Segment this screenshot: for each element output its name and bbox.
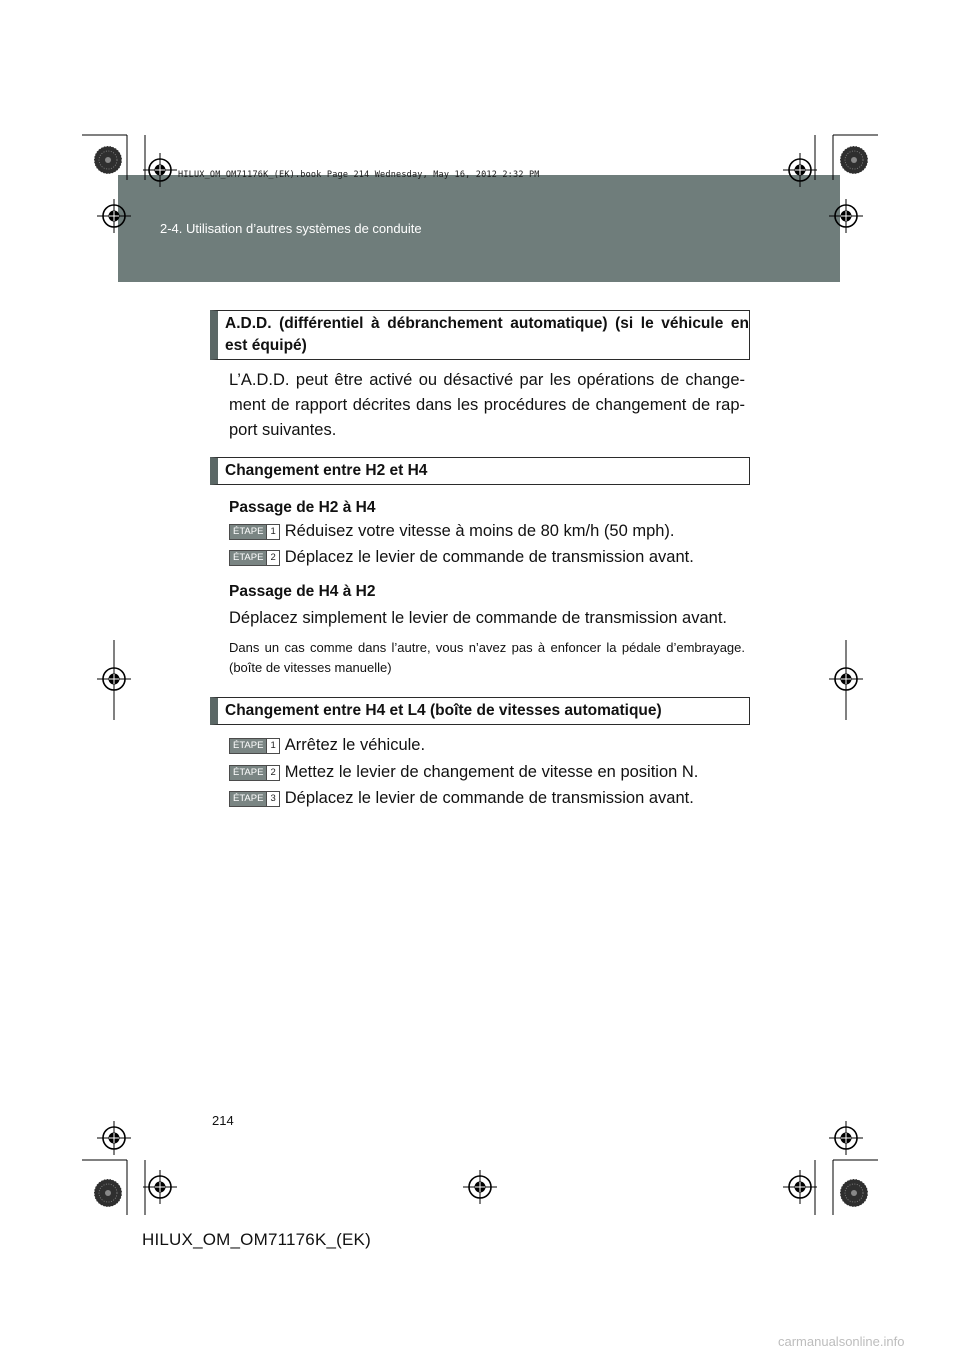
step-badge: ÉTAPE 1 bbox=[229, 524, 280, 540]
step-badge: ÉTAPE 1 bbox=[229, 738, 280, 754]
step-badge: ÉTAPE 2 bbox=[229, 765, 280, 781]
h4l4-step-3 bbox=[229, 789, 694, 808]
step-badge: ÉTAPE 2 bbox=[229, 550, 280, 566]
add-body: L’A.D.D. peut être activé ou désactivé par les opérations de change-ment de rapport décrites dans les procédures de changement de rap-port suivantes. bbox=[229, 371, 745, 439]
h2h4-step-2 bbox=[229, 548, 694, 567]
page-number: 214 bbox=[212, 1113, 234, 1128]
book-stamp: HILUX_OM_OM71176K_(EK).book Page 214 Wednesday, May 16, 2012 2:32 PM bbox=[178, 170, 540, 180]
add-heading: A.D.D. (différentiel à débranchement automatique) (si le véhicule en est équipé) bbox=[210, 310, 750, 360]
h4l4-step-2 bbox=[229, 763, 698, 782]
h4l4-step-1 bbox=[229, 736, 425, 755]
step-text: Réduisez votre vitesse à moins de 80 km/h (50 mph). bbox=[284, 522, 675, 540]
step-text: Déplacez le levier de commande de transmission avant. bbox=[284, 789, 694, 807]
h4l4-heading: Changement entre H4 et L4 (boîte de vitesses automatique) bbox=[210, 697, 750, 725]
step-badge: ÉTAPE 3 bbox=[229, 791, 280, 807]
step-text: Déplacez le levier de commande de transmission avant. bbox=[284, 548, 694, 566]
section-title: 2-4. Utilisation d’autres systèmes de conduite bbox=[160, 221, 422, 236]
h2-to-h4-subheading: Passage de H2 à H4 bbox=[229, 499, 376, 516]
h4-to-h2-subheading: Passage de H4 à H2 bbox=[229, 583, 376, 600]
clutch-note: Dans un cas comme dans l’autre, vous n’avez pas à enfoncer la pédale d’embrayage. (boîte de vitesses manuelle) bbox=[229, 640, 745, 675]
h2h4-step-1 bbox=[229, 522, 675, 541]
h4-to-h2-text: Déplacez simplement le levier de commande de transmission avant. bbox=[229, 609, 727, 627]
h2h4-heading: Changement entre H2 et H4 bbox=[210, 457, 750, 485]
document-code: HILUX_OM_OM71176K_(EK) bbox=[142, 1230, 371, 1249]
step-text: Mettez le levier de changement de vitesse en position N. bbox=[284, 763, 699, 781]
step-text: Arrêtez le véhicule. bbox=[284, 736, 426, 754]
watermark: carmanualsonline.info bbox=[778, 1334, 905, 1349]
